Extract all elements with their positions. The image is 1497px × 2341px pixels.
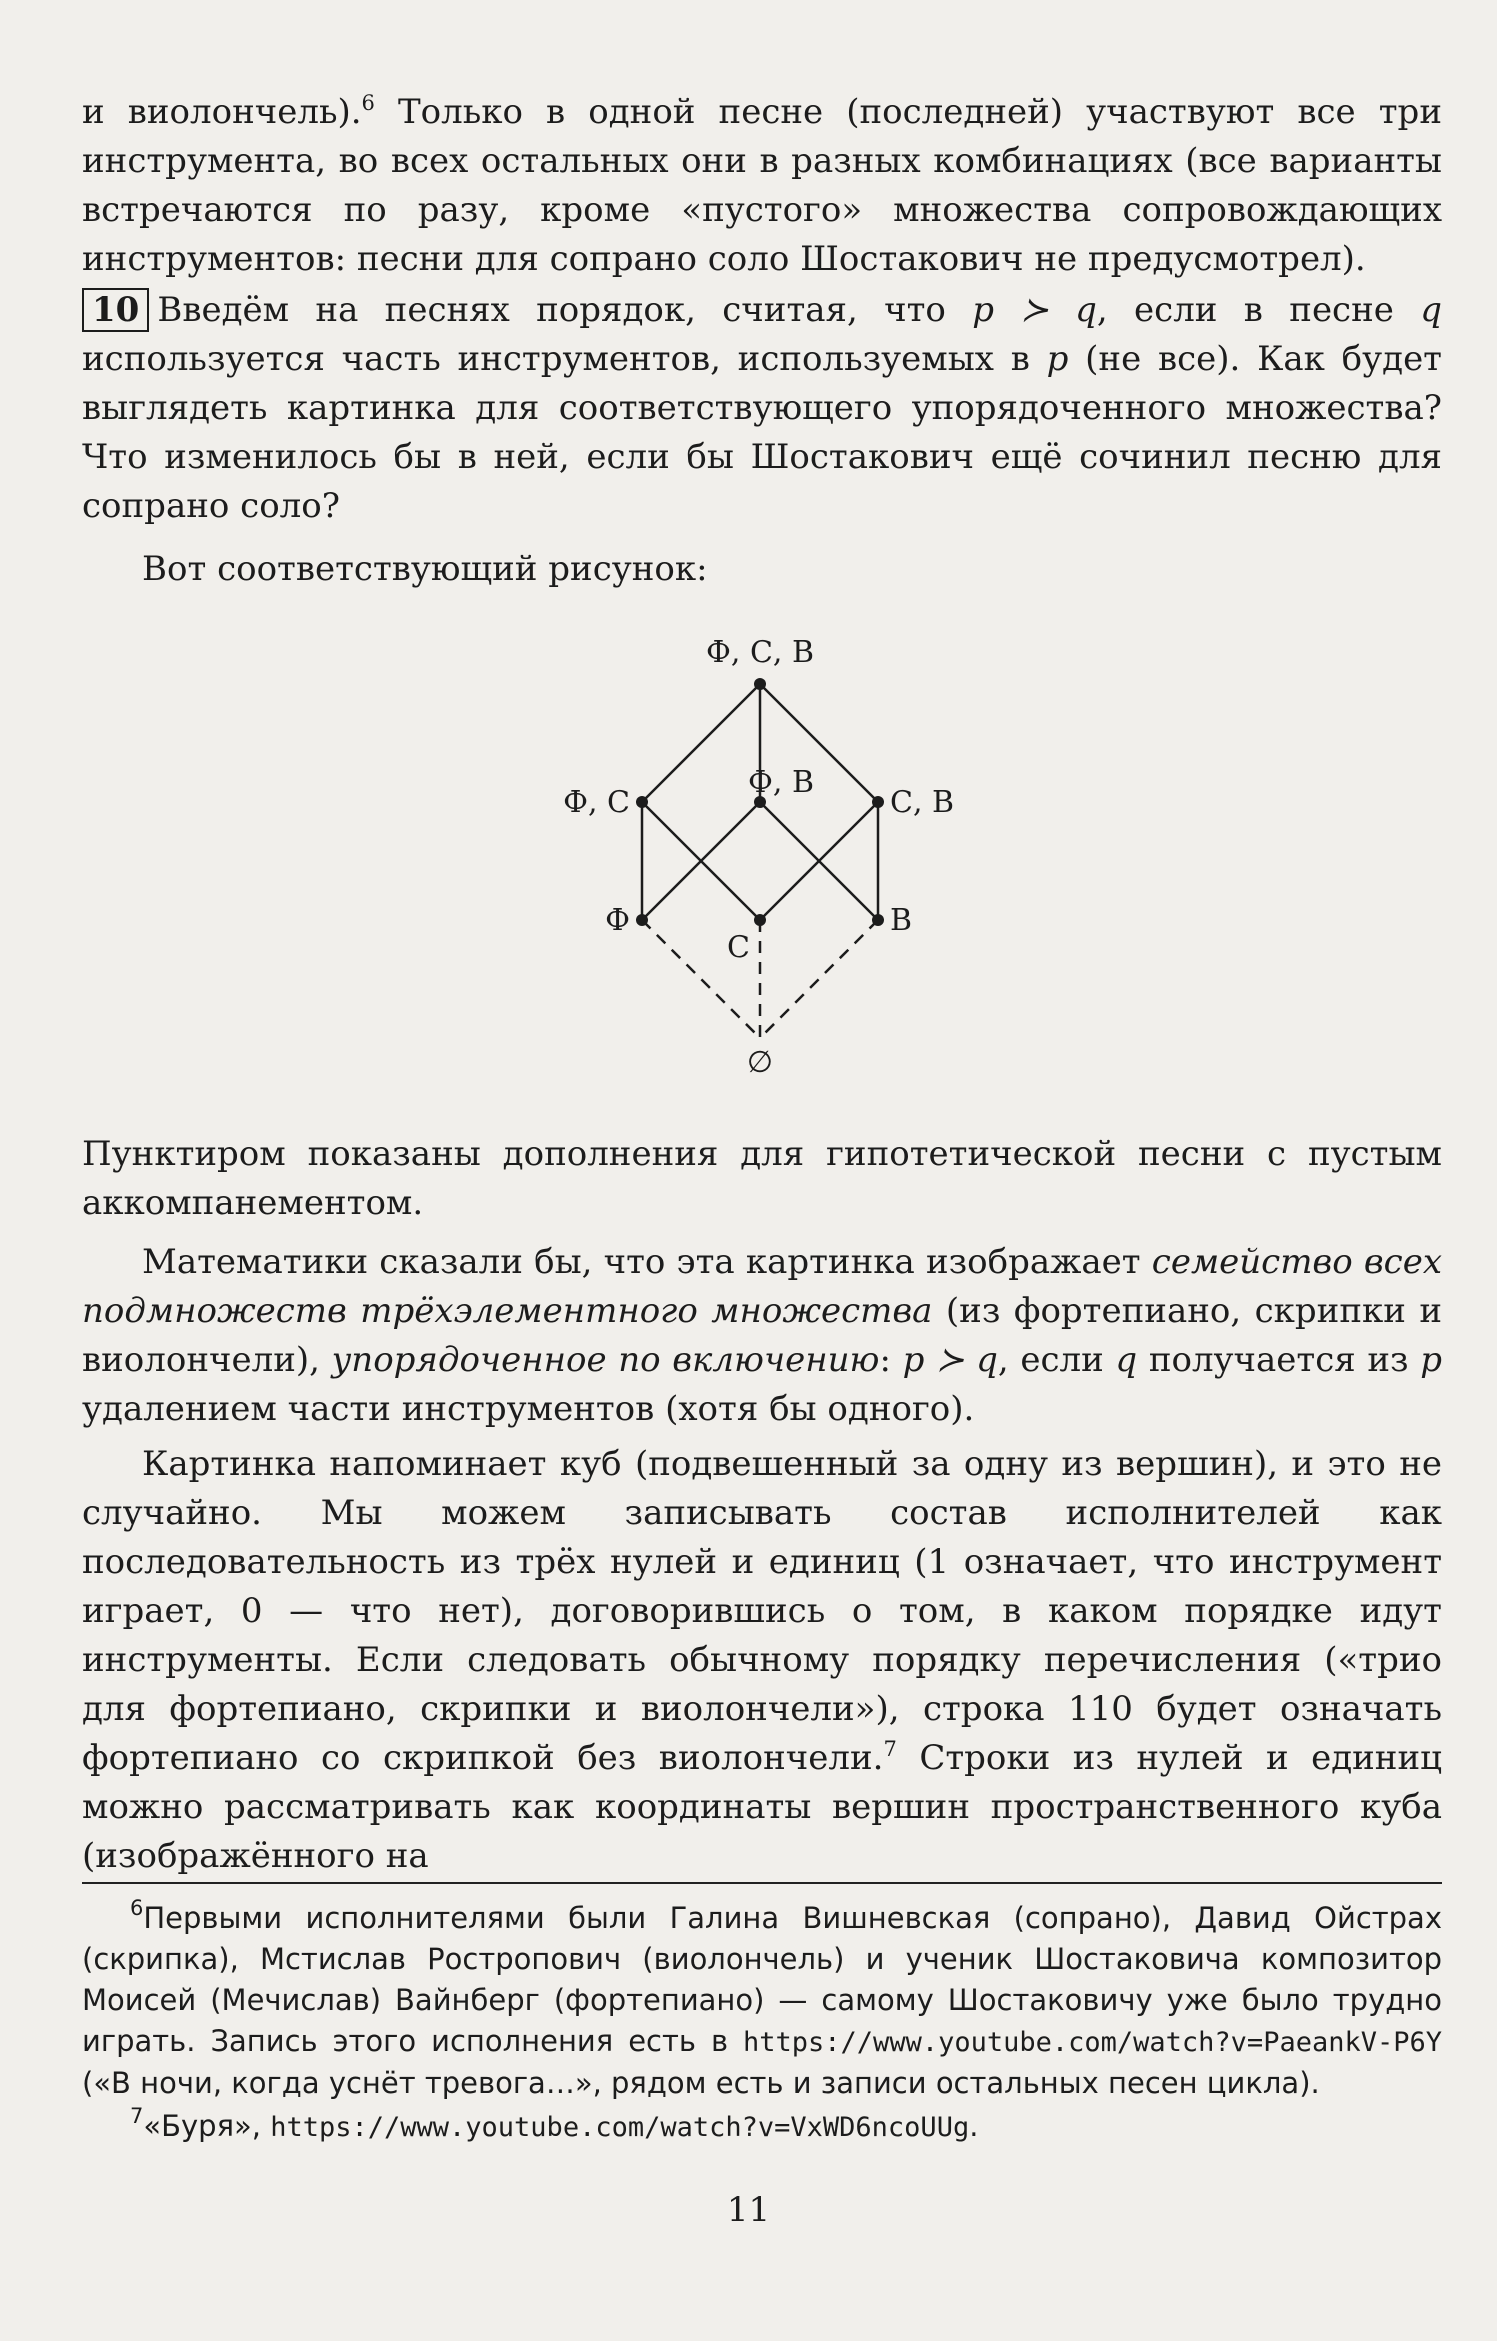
label-fc: Ф, С bbox=[563, 785, 630, 820]
text: используется часть инструментов, используемых в bbox=[82, 339, 1047, 379]
math: p bbox=[1046, 339, 1069, 379]
text: Введём на песнях порядок, считая, что bbox=[157, 290, 973, 330]
text: . bbox=[969, 2109, 979, 2143]
text: (не все). Как будет выглядеть картинка для соответствующего упорядоченного множества? Что изменилось бы в ней, если бы Шостакович ещё сочинил песню для сопрано соло? bbox=[82, 339, 1442, 526]
hasse-diagram-svg bbox=[82, 602, 1442, 1122]
text: Строки из нулей и единиц можно рассматривать как координаты вершин пространственного куба (изображённого на bbox=[82, 1738, 1442, 1876]
footnote-ref-6[interactable]: 6 bbox=[361, 91, 375, 115]
math: p ≻ q bbox=[972, 290, 1097, 330]
math: p bbox=[1420, 1340, 1442, 1380]
text: («В ночи, когда уснёт тревога…», рядом есть и записи остальных песен цикла). bbox=[82, 2066, 1320, 2100]
hasse-diagram bbox=[82, 602, 1442, 1122]
label-top: Ф, С, В bbox=[705, 635, 815, 670]
math: p ≻ q bbox=[902, 1340, 998, 1380]
node-top bbox=[754, 678, 766, 690]
italic-term: семейство всех подмножеств трёхэлементного множества bbox=[82, 1242, 1442, 1331]
problem-10 bbox=[82, 286, 1442, 531]
footnotes bbox=[82, 1882, 1442, 2148]
footnote-6 bbox=[82, 1898, 1442, 2104]
label-v: В bbox=[890, 903, 913, 938]
edge-top-fc bbox=[642, 684, 760, 802]
footnote-link[interactable]: https://www.youtube.com/watch?v=PaeankV-P6Y bbox=[743, 2027, 1442, 2058]
node-cv bbox=[872, 796, 884, 808]
footnote-ref-7[interactable]: 7 bbox=[883, 1737, 897, 1761]
text: : bbox=[879, 1340, 903, 1380]
label-empty: ∅ bbox=[746, 1045, 774, 1080]
label-fv: Ф, В bbox=[748, 765, 815, 800]
label-f: Ф bbox=[605, 903, 630, 938]
text: удалением части инструментов (хотя бы одного). bbox=[82, 1389, 975, 1429]
text: Картинка напоминает куб (подвешенный за одну из вершин), и это не случайно. Мы можем записывать состав исполнителей как последовательность из трёх нулей и единиц (1 означает, что инструмент играет, 0 — что нет), договорившись о том, в каком порядке идут инструменты. Если следовать обычному порядку перечисления («трио для фортепиано, скрипки и виолончели»), строка 110 будет означать фортепиано со скрипкой без виолончели. bbox=[82, 1444, 1442, 1778]
node-c bbox=[754, 914, 766, 926]
footnote-7 bbox=[82, 2106, 1442, 2148]
page-number: 11 bbox=[726, 2190, 771, 2230]
paragraph-math bbox=[82, 1238, 1442, 1434]
text: получается из bbox=[1137, 1340, 1421, 1380]
node-v bbox=[872, 914, 884, 926]
label-cv: С, В bbox=[890, 785, 955, 820]
paragraph-dashed: Пунктиром показаны дополнения для гипотетической песни с пустым аккомпанементом. bbox=[82, 1134, 1442, 1223]
page-body bbox=[82, 88, 1442, 1881]
math: q bbox=[1115, 1340, 1138, 1380]
text: Первыми исполнителями были Галина Вишневская (сопрано), Давид Ойстрах (скрипка), Мстислав Ростропович (виолончель) и ученик Шостаковича композитор Моисей (Мечислав) Вайнберг (фортепиано) — самому Шостаковичу уже было трудно играть. Запись этого исполнения есть в bbox=[82, 1901, 1442, 2058]
text: , если в песне bbox=[1096, 290, 1421, 330]
paragraph-cube bbox=[82, 1440, 1442, 1881]
math: q bbox=[1420, 290, 1442, 330]
text: , если bbox=[997, 1340, 1116, 1380]
label-c: С bbox=[727, 930, 750, 965]
problem-number-box: 10 bbox=[82, 288, 149, 332]
paragraph-intro bbox=[82, 88, 1442, 284]
text: Только в одной песне (последней) участвуют все три инструмента, во всех остальных они в разных комбинациях (все варианты встречаются по разу, кроме «пустого» множества сопровождающих инструментов: песни для сопрано соло Шостакович не предусмотрел). bbox=[82, 92, 1442, 279]
node-f bbox=[636, 914, 648, 926]
italic-term: упорядоченное по включению bbox=[331, 1340, 880, 1380]
edge-v-empty bbox=[760, 920, 878, 1038]
footnote-link[interactable]: https://www.youtube.com/watch?v=VxWD6ncoUUg bbox=[270, 2112, 970, 2143]
node-fc bbox=[636, 796, 648, 808]
text: и виолончель). bbox=[82, 92, 362, 132]
text: «Буря», bbox=[143, 2109, 271, 2143]
text: Математики сказали бы, что эта картинка изображает bbox=[142, 1242, 1152, 1282]
footnote-mark: 7 bbox=[130, 2104, 144, 2128]
text: (из фортепиано, скрипки и виолончели), bbox=[82, 1291, 1443, 1380]
footnote-mark: 6 bbox=[130, 1896, 144, 1920]
answer-intro: Вот соответствующий рисунок: bbox=[142, 549, 708, 589]
